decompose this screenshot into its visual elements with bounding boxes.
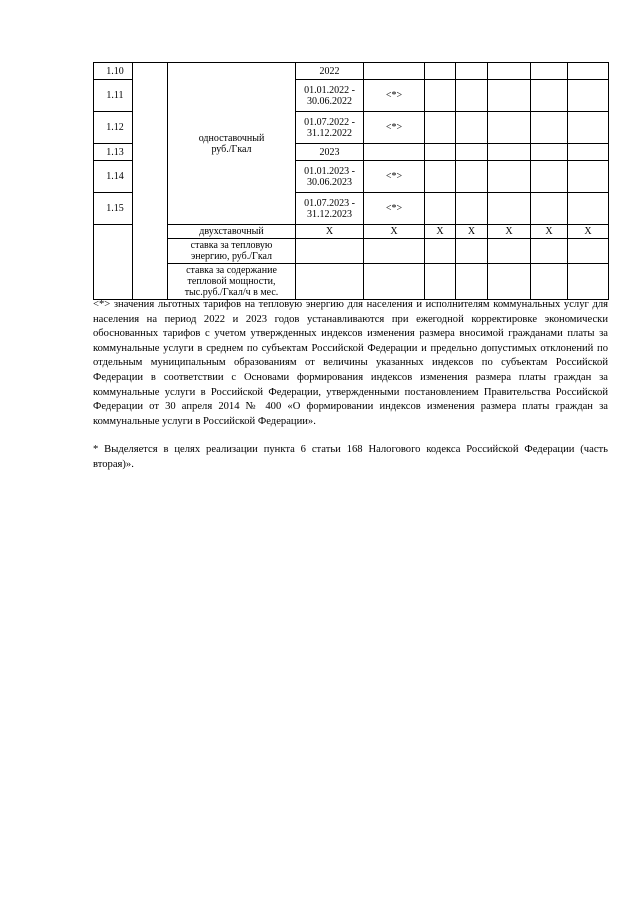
x-mark: X xyxy=(364,225,425,239)
capacity-rate-line: ставка за содержание xyxy=(186,265,277,276)
energy-rate-line: энергию, руб./Гкал xyxy=(190,251,273,262)
footnote-mark: <*> xyxy=(364,193,425,225)
capacity-rate-cell xyxy=(168,264,296,300)
tariff-table xyxy=(93,62,609,300)
x-mark: X xyxy=(568,225,609,239)
energy-rate-cell xyxy=(168,239,296,264)
footnote-mark: <*> xyxy=(364,80,425,112)
period-cell xyxy=(296,112,364,144)
blank-cell xyxy=(94,225,133,300)
capacity-rate-line: тепловой мощности, xyxy=(187,276,276,287)
row-number: 1.12 xyxy=(94,112,133,144)
year-2023: 2023 xyxy=(296,144,364,161)
period-end: 31.12.2023 xyxy=(307,208,352,220)
year-2022: 2022 xyxy=(296,63,364,80)
row-number: 1.10 xyxy=(94,63,133,80)
table-row xyxy=(94,225,609,239)
table-row xyxy=(94,239,609,264)
x-mark: X xyxy=(296,225,364,239)
one-part-label: одноставочный xyxy=(198,132,265,144)
x-mark: X xyxy=(456,225,488,239)
one-part-unit: руб./Гкал xyxy=(211,143,252,155)
footnote-second: * Выделяется в целях реализации пункта 6 статьи 168 Налогового кодекса Российской Федерации (часть вторая)». xyxy=(93,444,608,470)
row-number: 1.14 xyxy=(94,161,133,193)
period-end: 30.06.2023 xyxy=(307,176,352,188)
one-part-cell xyxy=(168,63,296,225)
x-mark: X xyxy=(488,225,531,239)
period-cell xyxy=(296,193,364,225)
period-end: 31.12.2022 xyxy=(307,127,352,139)
x-mark: X xyxy=(531,225,568,239)
row-number: 1.13 xyxy=(94,144,133,161)
footnote-mark: <*> xyxy=(364,161,425,193)
period-start: 01.01.2022 - xyxy=(304,84,355,96)
footnote-mark: <*> xyxy=(364,112,425,144)
footnote-first: <*> значения льготных тарифов на тепловую энергию для населения и исполнителям коммунальных услуг для населения на период 2022 и 2023 годов устанавливаются при ежегодной корректировке экономически обоснованных тарифов с учетом утвержденных индексов изменения размера вносимой гражданами платы за коммунальные услуги в среднем по субъектам Российской Федерации и предельно допустимых отклонений по отдельным муниципальным образованиям от величины указанных индексов по субъектам Российской Федерации в соответствии с Основами формирования индексов изменения размера платы граждан за коммунальные услуги в Российской Федерации, утвержденными постановлением Правительства Российской Федерации от 30 апреля 2014 № 400 «О формировании индексов изменения размера платы граждан за коммунальные услуги в Российской Федерации». xyxy=(93,299,608,427)
period-end: 30.06.2022 xyxy=(307,95,352,107)
row-number: 1.11 xyxy=(94,80,133,112)
period-start: 01.07.2023 - xyxy=(304,197,355,209)
period-cell xyxy=(296,161,364,193)
period-cell xyxy=(296,80,364,112)
two-part-label: двухставочный xyxy=(168,225,296,239)
energy-rate-line: ставка за тепловую xyxy=(190,240,273,251)
blank-cell xyxy=(133,63,168,300)
capacity-rate-line: тыс.руб./Гкал/ч в мес. xyxy=(184,287,279,298)
period-start: 01.07.2022 - xyxy=(304,116,355,128)
table-row xyxy=(94,264,609,300)
x-mark: X xyxy=(425,225,456,239)
row-number: 1.15 xyxy=(94,193,133,225)
period-start: 01.01.2023 - xyxy=(304,165,355,177)
table-row xyxy=(94,63,609,80)
footnotes xyxy=(93,298,608,473)
